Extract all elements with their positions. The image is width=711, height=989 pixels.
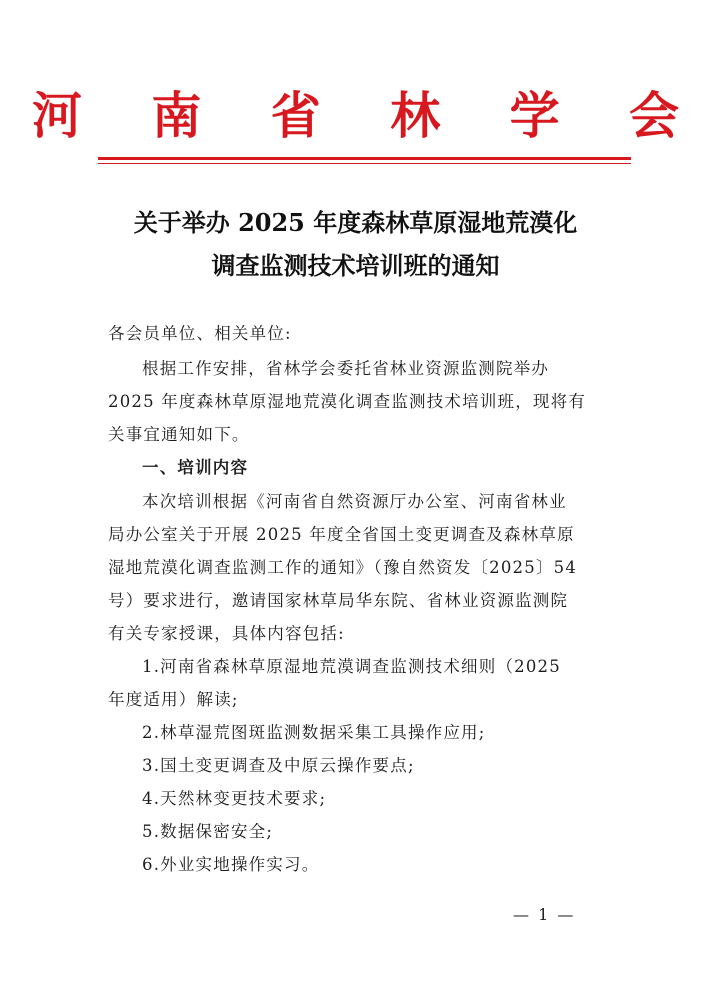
document-title-line-1: 关于举办 2025 年度森林草原湿地荒漠化 (133, 208, 578, 237)
list-item: 6.外业实地操作实习。 (142, 855, 320, 874)
intro-line: 根据工作安排，省林学会委托省林业资源监测院举办 (142, 359, 550, 378)
section-text-line: 湿地荒漠化调查监测工作的通知》（豫自然资发〔2025〕54 (108, 558, 578, 577)
document-title-line-2: 调查监测技术培训班的通知 (211, 251, 500, 280)
letterhead-rule-thin (98, 163, 631, 164)
list-item: 年度适用）解读; (108, 690, 239, 709)
org-letterhead: 河 南 省 林 学 会 (31, 87, 706, 145)
page-number: — 1 — (513, 905, 576, 924)
intro-line: 2025 年度森林草原湿地荒漠化调查监测技术培训班，现将有 (108, 392, 587, 411)
list-item: 4.天然林变更技术要求; (142, 789, 327, 808)
section-text-line: 局办公室关于开展 2025 年度全省国土变更调查及森林草原 (108, 525, 575, 544)
list-item: 2.林草湿荒图斑监测数据采集工具操作应用; (142, 723, 486, 742)
list-item: 3.国土变更调查及中原云操作要点; (142, 756, 415, 775)
section-text-line: 号）要求进行，邀请国家林草局华东院、省林业资源监测院 (108, 591, 569, 610)
list-item: 5.数据保密安全; (142, 822, 274, 841)
section-text-line: 本次培训根据《河南省自然资源厅办公室、河南省林业 (142, 492, 567, 511)
salutation: 各会员单位、相关单位: (108, 324, 292, 343)
section-text-line: 有关专家授课，具体内容包括: (108, 624, 345, 643)
list-item: 1.河南省森林草原湿地荒漠调查监测技术细则（2025 (142, 657, 561, 676)
section-heading: 一、培训内容 (142, 458, 249, 477)
intro-line: 关事宜通知如下。 (108, 425, 250, 444)
letterhead-rule-thick (98, 157, 631, 160)
